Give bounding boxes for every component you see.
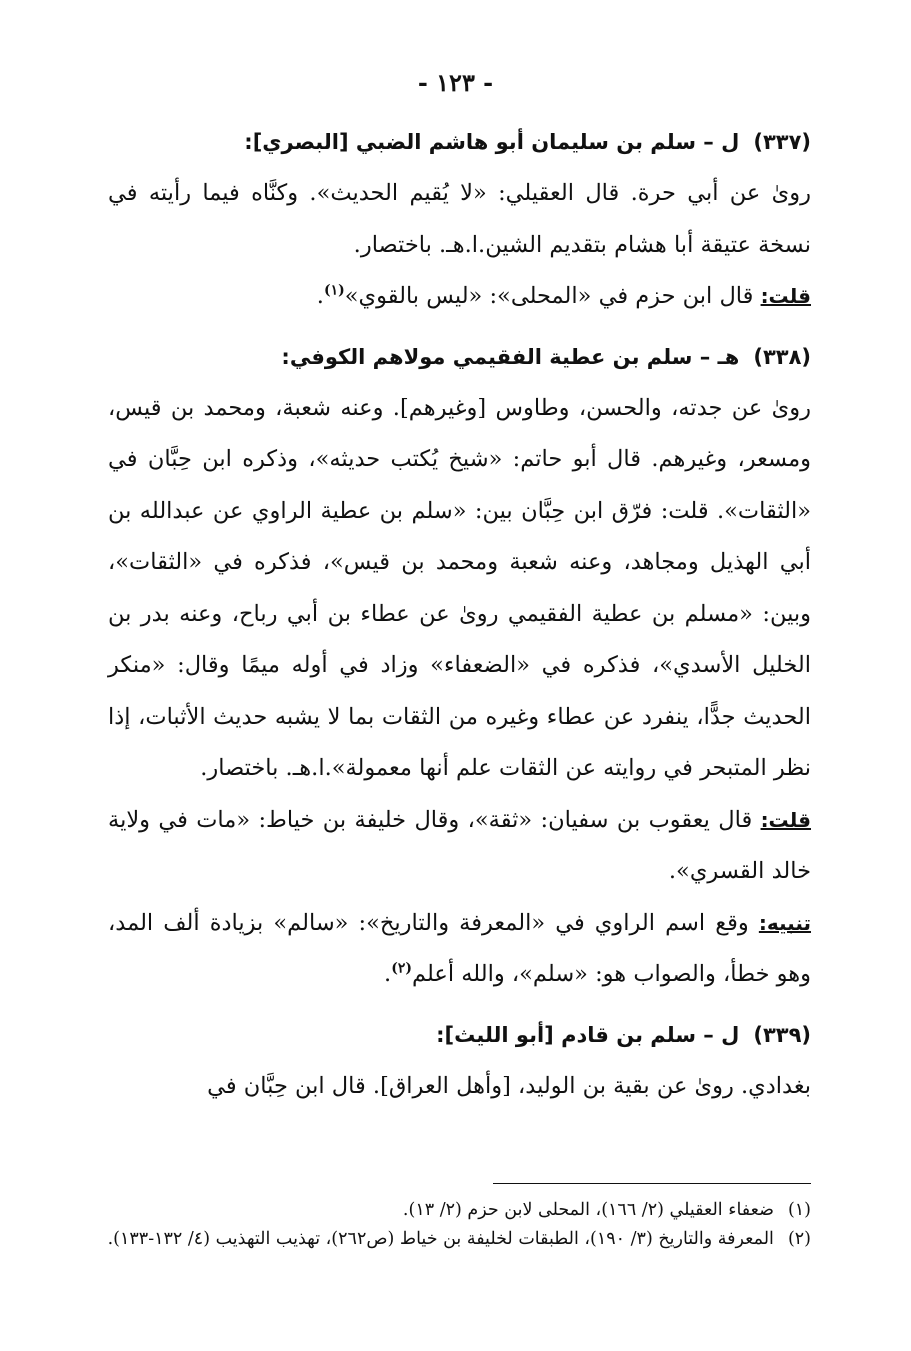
footnote-text: ضعفاء العقيلي (٢/ ١٦٦)، المحلى لابن حزم (٢/ ١٣).: [402, 1200, 774, 1220]
entry-paragraph: رویٰ عن جدته، والحسن، وطاوس [وغيرهم]. وعنه شعبة، ومحمد بن قيس، ومسعر، وغيرهم. قال أبو حاتم: «شيخ يُكتب حديثه»، وذكره ابن حِبَّان في «الثقات». قلت: فرّق ابن حِبَّان بين: «سلم بن عطية الراوي عن عبدالله بن أبي الهذيل ومجاهد، وعنه شعبة ومحمد بن قيس»، فذكره في «الثقات»، وبين: «مسلم بن عطية الفقيمي رویٰ عن عطاء بن أبي رباح، وعنه بدر بن الخليل الأسدي»، فذكره في «الضعفاء» وزاد في أوله ميمًا وقال: «منكر الحديث جدًّا، ينفرد عن عطاء وغيره من الثقات بما لا يشبه حديث الأثبات، إذا نظر المتبحر في روايته عن الثقات علم أنها معمولة».ا.هـ. باختصار.: [108, 394, 811, 781]
footnote-number: (٢): [787, 1229, 811, 1249]
entry-339: [108, 1013, 811, 1113]
entry-note-paragraph: [108, 795, 811, 898]
entry-337: [108, 120, 811, 323]
tanbih-label: تنبيه:: [758, 910, 811, 935]
tanbih-text: وقع اسم الراوي في «المعرفة والتاريخ»: «سالم» بزيادة ألف المد، وهو خطأ، والصواب هو: «سلم»، والله أعلم: [108, 909, 811, 987]
tanbih-end: .: [384, 961, 392, 987]
footnote-divider: [493, 1183, 811, 1184]
entry-body: [108, 1061, 811, 1113]
footnote-text: المعرفة والتاريخ (٣/ ١٩٠)، الطبقات لخليفة بن خياط (ص٢٦٢)، تهذيب التهذيب (٤/ ١٣٢-١٣٣).: [107, 1229, 774, 1249]
entry-heading: [108, 335, 811, 379]
entry-body: [108, 383, 811, 1001]
entry-body: [108, 168, 811, 323]
entry-number: (٣٣٧): [753, 130, 811, 154]
footnote-number: (١): [787, 1200, 811, 1220]
entry-heading: [108, 1013, 811, 1057]
footnote-reference: (٢): [391, 960, 412, 977]
entry-number: (٣٣٨): [753, 344, 811, 369]
page-number: - ١٢٣ -: [417, 68, 494, 97]
footnote-2: [100, 1225, 811, 1254]
qultu-label: قلت:: [760, 807, 811, 832]
entry-title: ل – سلم بن سليمان أبو هاشم الضبي [البصري]:: [244, 130, 740, 154]
entry-title: ل – سلم بن قادم [أبو الليث]:: [436, 1022, 740, 1047]
note-end: .: [316, 283, 324, 309]
entry-paragraph: بغدادي. رویٰ عن بقية بن الوليد، [وأهل العراق]. قال ابن حِبَّان في: [207, 1072, 811, 1099]
entry-338: [108, 335, 811, 1001]
entry-heading: [108, 120, 811, 164]
entry-title: هـ – سلم بن عطية الفقيمي مولاهم الكوفي:: [281, 344, 740, 369]
footnote-1: [100, 1196, 811, 1225]
entry-number: (٣٣٩): [753, 1022, 811, 1047]
entry-note-paragraph: [108, 271, 811, 323]
entry-paragraph: رویٰ عن أبي حرة. قال العقيلي: «لا يُقيم الحديث». وكنَّاه فيما رأيته في نسخة عتيقة أبا هشام بتقديم الشين.ا.هـ. باختصار.: [108, 180, 811, 258]
footnotes: [100, 1196, 811, 1254]
entries: [108, 120, 811, 1124]
qultu-label: قلت:: [760, 284, 811, 308]
note-text: قال يعقوب بن سفيان: «ثقة»، وقال خليفة بن خياط: «مات في ولاية خالد القسري».: [108, 806, 811, 884]
entry-tanbih-paragraph: [108, 898, 811, 1001]
footnote-reference: (١): [323, 282, 345, 299]
note-text: قال ابن حزم في «المحلى»: «ليس بالقوي»: [344, 283, 761, 309]
